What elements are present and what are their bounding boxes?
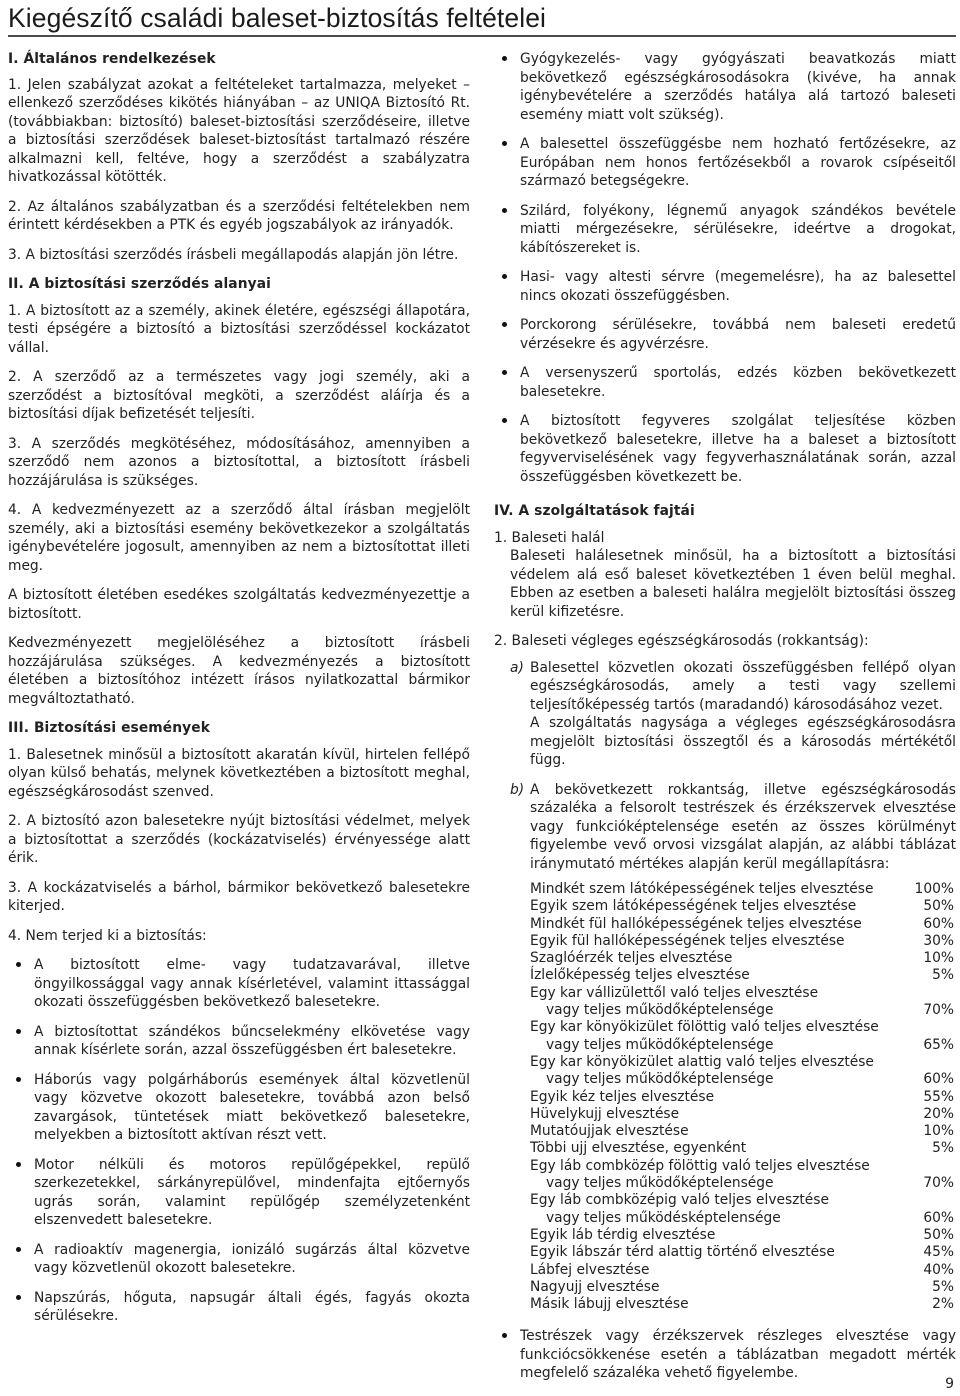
rate-value: 50% [923,898,954,915]
list-item: A radioaktív magenergia, ionizáló sugárzás által közvetve vagy közvetlenül okozott balesetekre. [8,1241,470,1278]
table-row [530,1244,954,1261]
rate-label [530,933,894,950]
paragraph: 2. A biztosító azon balesetekre nyújt biztosítási védelmet, melyek a biztosítottat a szerződés (kockázatviselés) érvényessége alatt érik. [8,813,470,866]
rate-value: 10% [923,950,954,967]
section-heading-parties: II. A biztosítási szerződés alanyai [8,276,271,292]
list-item: Napszúrás, hőguta, napsugár általi égés, fagyás okozta sérülésekre. [8,1289,470,1326]
page-number: 9 [945,1376,954,1392]
rate-value: 30% [923,932,954,949]
list-item: Gyógykezelés- vagy gyógyászati beavatkozás miatt bekövetkező egészségkárosodásokra (kivéve, ha annak igénybevételére a szerződés hatálya alá tartozó baleseti esemény miatt volt szükség). [494,50,956,124]
rate-label [530,1244,894,1261]
rate-value: 45% [923,1244,954,1261]
paragraph: Baleseti halálesetnek minősül, ha a biztosított a biztosítási védelem alá eső baleset következtében 1 éven belül meghal. Ebben az esetben a baleseti halálra megjelölt biztosítási összeg kerül kifizetésre. [510,548,956,620]
paragraph: A szolgáltatás nagysága a végleges egészségkárosodásra megjelölt biztosítási összegtől és a károsodás mértékétől függ. [530,715,956,768]
rate-label-continuation: vagy teljes működőképtelensége [546,1071,774,1088]
paragraph: A bekövetkezett rokkantság, illetve egészségkárosodás százaléka a felsorolt testrészek és érzékszervek elvesztése vagy funkcióképtelensége esetén az összes körülményt figyelembe vevő orvosi vizsgálat alapján, az alábbi táblázat iránymutató mértékes alapján kerül megállapításra: [530,781,956,872]
section-heading-services: IV. A szolgáltatások fajtái [494,503,695,519]
list-item: Szilárd, folyékony, légnemű anyagok szándékos bevétele miatti mérgezésekre, sérülésekre, ideértve a drogokat, kábítószereket is. [494,202,956,258]
rate-value: 60% [923,915,954,932]
rate-value: 70% [923,1002,954,1019]
rate-label-text: Mindkét fül hallóképességének teljes elvesztése [530,915,862,932]
table-row [530,933,954,950]
rate-label [530,950,894,967]
rate-value: 55% [923,1088,954,1105]
right-column [494,50,956,1394]
rate-value: 100% [914,881,954,897]
sub-item-a [494,659,956,770]
rate-value: 65% [923,1036,954,1053]
rate-label-text: Egy láb combközép fölöttig való teljes elvesztése [530,1157,870,1174]
rate-value: 60% [923,1071,954,1088]
rate-label [530,1054,894,1089]
rate-label [530,1227,894,1244]
rate-value: 70% [923,1175,954,1192]
paragraph: 1. Jelen szabályzat azokat a feltételeket tartalmazza, melyeket – ellenkező szerződéses kikötés hiányában – az UNIQA Biztosító Rt. (továbbiakban: biztosító) baleset-biztosítási szerződéseire, illetve a biztosítási szerződések baleset-biztosítást tartalmazó részére alkalmazni kell, feltéve, hogy a szerződést a szabályzatra hivatkozással kötötték. [8,76,470,185]
left-column [8,50,470,1337]
table-row [530,967,954,984]
table-row [530,898,954,915]
rate-value: 10% [923,1123,954,1140]
paragraph: 3. A kockázatviselés a bárhol, bármikor bekövetkező balesetekre kiterjed. [8,879,470,914]
rate-label-continuation: vagy teljes működőképtelensége [546,1036,774,1053]
sub-item-label: a) [510,659,524,676]
list-item: A biztosított fegyveres szolgálat teljesítése közben bekövetkező balesetekre, illetve ha a baleset a biztosított fegyverviselésének vagy fegyverhasználatának során, azzal összefüggésben következett be. [494,412,956,486]
paragraph: 4. A kedvezményezett az a szerződő által írásban megjelölt személy, aki a biztosítási esemény bekövetkezekor a szolgáltatás igénybevételére jogosult, amennyiben az nem a biztosítottat illeti meg. [8,502,470,574]
table-row [530,985,954,1020]
item-title: 2. Baleseti végleges egészségkárosodás (rokkantság): [494,633,869,649]
rate-label-text: Egyik szem látóképességének teljes elvesztése [530,898,857,915]
list-item: Motor nélküli és motoros repülőgépekkel, repülő szerkezetekkel, sárkányrepülővel, mindenfajta ejtőernyős ugrás során, valamint repülőgép személyzetenként elszenvedett balesetekre. [8,1156,470,1230]
paragraph: 2. A szerződő az a természetes vagy jogi személy, aki a szerződést a biztosítóval megköti, a szerződést aláírja és a biztosítási díjak befizetését teljesíti. [8,369,470,422]
rate-label [530,1158,894,1193]
paragraph: A biztosított életében esedékes szolgáltatás kedvezményezettje a biztosított. [8,587,470,622]
table-row [530,1227,954,1244]
title-underline [8,35,956,37]
rate-label [530,967,894,984]
paragraph: Balesettel közvetlen okozati összefüggésben fellépő olyan egészségkárosodás, amely a testi vagy szellemi teljesítőképesség tartós (maradandó) károsodásához vezet. [530,659,956,713]
table-row [530,916,954,933]
table-row [530,1054,954,1089]
list-item: Porckorong sérülésekre, továbbá nem baleseti eredetű vérzésekre és agyvérzésre. [494,316,956,353]
paragraph: Kedvezményezett megjelöléséhez a biztosított írásbeli hozzájárulása szükséges. A kedvezményezés a biztosított életében a biztosítóhoz intézett írásos nyilatkozattal bármikor megváltoztatható. [8,635,470,707]
rate-value: 5% [932,1140,954,1157]
rate-label-text: Többi ujj elvesztése, egyenként [530,1140,747,1157]
paragraph: 1. Balesetnek minősül a biztosított akaratán kívül, hirtelen fellépő olyan külső behatás, melynek következtében a biztosított meghal, egészségkárosodást szenved. [8,746,470,800]
rate-label [530,1296,894,1313]
rate-value: 60% [923,1209,954,1226]
table-row [530,950,954,967]
table-row [530,1140,954,1157]
rate-label [530,985,894,1020]
table-row [530,1192,954,1227]
list-item: A versenyszerű sportolás, edzés közben bekövetkezett balesetekre. [494,364,956,401]
table-row [530,1106,954,1123]
paragraph: 2. Az általános szabályzatban és a szerződési feltételekben nem érintett kérdésekben a PTK és egyéb jogszabályok az irányadók. [8,198,470,233]
section-heading-general: I. Általános rendelkezések [8,51,216,67]
rate-label-text: Egyik fül hallóképességének teljes elvesztése [530,932,845,949]
paragraph: 3. A biztosítási szerződés írásbeli megállapodás alapján jön létre. [8,246,459,263]
rate-label-text: Hüvelykujj elvesztése [530,1105,680,1122]
table-row [530,1158,954,1193]
list-item: A biztosítottat szándékos bűncselekmény elkövetése vagy annak kísérlete során, azzal összefüggésben ért balesetekre. [8,1023,470,1060]
table-row [530,1089,954,1106]
rate-label [530,1192,894,1227]
list-item: Hasi- vagy altesti sérvre (megemelésre), ha az balesettel nincs okozati összefüggésben. [494,268,956,305]
rate-label-text: Lábfej elvesztése [530,1261,650,1278]
rate-label-text: Mutatóujjak elvesztése [530,1123,689,1140]
rate-value: 5% [932,967,954,984]
table-row [530,1279,954,1296]
rate-label [530,881,894,898]
sub-item-b [494,781,956,874]
paragraph: 4. Nem terjed ki a biztosítás: [8,927,207,944]
list-item: Testrészek vagy érzékszervek részleges elvesztése vagy funkciócsökkenése esetén a táblázatban megadott mérték megfelelő százaléka vehető figyelembe. [494,1327,956,1383]
rate-label [530,1279,894,1296]
rate-label-text: Szaglóérzék teljes elvesztése [530,950,733,967]
rate-label [530,1089,894,1106]
rate-value: 40% [923,1261,954,1278]
rate-label-text: Egyik kéz teljes elvesztése [530,1088,715,1105]
paragraph: 1. A biztosított az a személy, akinek életére, egészségi állapotára, testi épségére a biztosító a biztosítási szerződéssel kockázatot vállal. [8,302,470,356]
rate-label-text: Nagyujj elvesztése [530,1278,660,1295]
table-row [530,1123,954,1140]
section-heading-events: III. Biztosítási események [8,720,210,736]
rate-label [530,1123,894,1140]
rate-value: 50% [923,1226,954,1243]
paragraph: 3. A szerződés megkötéséhez, módosításához, amennyiben a szerződő nem azonos a biztosítottal, a biztosított írásbeli hozzájárulása is szükséges. [8,435,470,489]
rate-label-text: Egy kar vállizülettől való teljes elvesztése [530,984,819,1001]
rate-value: 20% [923,1105,954,1122]
exclusion-list [8,956,470,1326]
rate-label [530,1106,894,1123]
rate-label-text: Egy kar könyökizület alattig való teljes elvesztése [530,1053,874,1070]
rate-label-text: Egyik lábszár térd alattig történő elvesztése [530,1244,835,1261]
final-note-list [494,1327,956,1383]
rate-label [530,1019,894,1054]
sub-item-label: b) [510,781,525,798]
rate-value: 5% [932,1278,954,1295]
rate-label-continuation: vagy teljes működőképtelensége [546,1175,774,1192]
exclusion-list-continued [494,50,956,486]
rate-value: 2% [932,1296,954,1313]
rate-label [530,916,894,933]
rate-label-text: Másik lábujj elvesztése [530,1296,689,1313]
rate-label-continuation: vagy teljes működésképtelensége [546,1209,781,1226]
list-item: A biztosított elme- vagy tudatzavarával, illetve öngyilkossággal vagy annak kísérletével, valamint ittassággal okozati összefüggésben bekövetkező balesetekre. [8,956,470,1012]
rate-label-text: Ízlelőképesség teljes elvesztése [530,967,750,984]
rate-label [530,1262,894,1279]
list-item: A balesettel összefüggésbe nem hozható fertőzésekre, az Európában nem honos fertőzésekből a rovarok csípéseitől származó betegségekre. [494,135,956,191]
item-title: 1. Baleseti halál [494,529,605,546]
disability-rates-table [530,881,954,1313]
rate-label-text: Egyik láb térdig elvesztése [530,1226,716,1243]
document-title: Kiegészítő családi baleset-biztosítás feltételei [8,3,547,33]
rate-label-text: Mindkét szem látóképességének teljes elvesztése [530,881,874,897]
rate-label [530,1140,894,1157]
rate-label-text: Egy kar könyökizület fölöttig való teljes elvesztése [530,1019,879,1036]
rate-label-text: Egy láb combközépig való teljes elvesztése [530,1192,829,1209]
rate-label-continuation: vagy teljes működőképtelensége [546,1002,774,1019]
rate-label [530,898,894,915]
table-row [530,1296,954,1313]
table-row [530,881,954,898]
list-item: Háborús vagy polgárháborús események által közvetlenül vagy közvetve okozott balesetekre, továbbá azon belső zavargások, tüntetések miatt bekövetkező balesetekre, melyekben a biztosított aktívan részt vett. [8,1071,470,1145]
table-row [530,1262,954,1279]
table-row [530,1019,954,1054]
